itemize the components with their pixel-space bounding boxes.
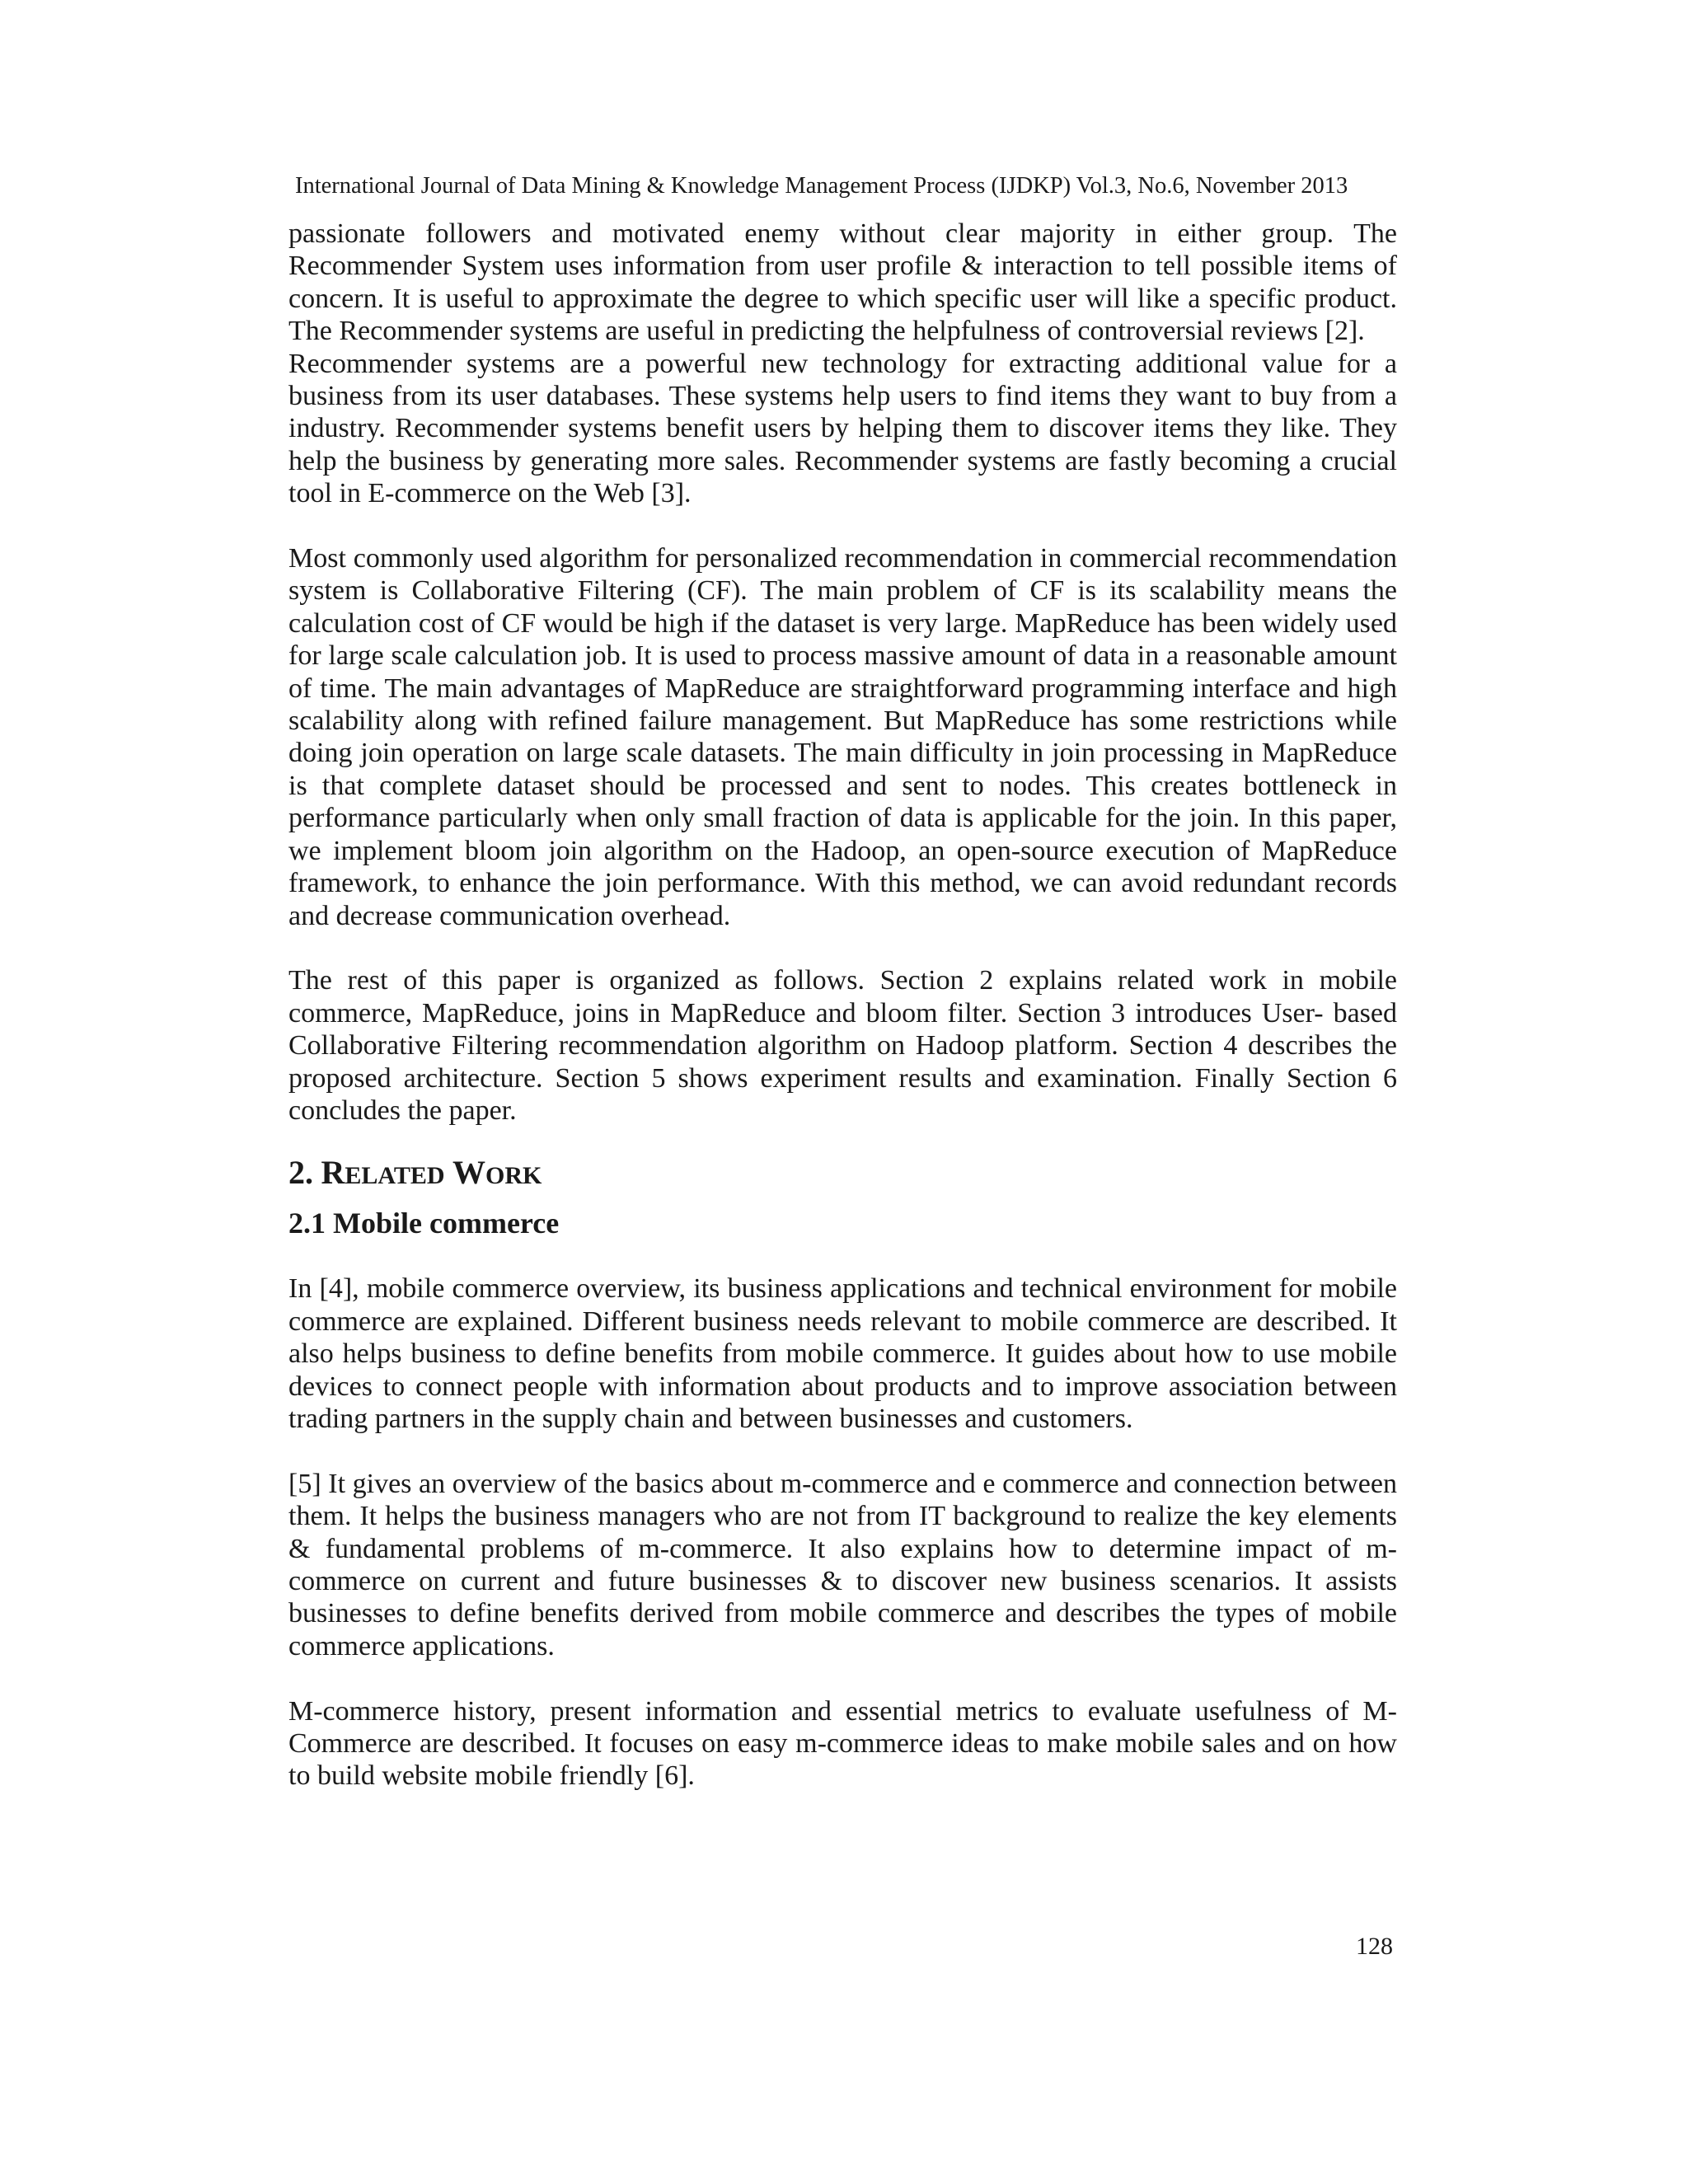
paragraph-m-commerce-basics: [5] It gives an overview of the basics about m-commerce and e commerce and connection between them. It helps the business managers who are not from IT background to realize the key elements & fundamental problems of m-commerce. It also explains how to determine impact of m-commerce on current and future businesses & to discover new business scenarios. It assists businesses to define benefits derived from mobile commerce and describes the types of mobile commerce applications.: [288, 1468, 1397, 1661]
subsection-heading-mobile-commerce: 2.1 Mobile commerce: [288, 1207, 560, 1240]
section-title-rest-ork: ORK: [485, 1162, 542, 1190]
paragraph-m-commerce-history: M-commerce history, present information and essential metrics to evaluate usefulness of M-Commerce are described. It focuses on easy m-commerce ideas to make mobile sales and on how to build website mobile friendly [6].: [288, 1695, 1397, 1792]
section-title-initial-r: R: [321, 1154, 345, 1192]
paragraph-paper-organization: The rest of this paper is organized as follows. Section 2 explains related work in mobile commerce, MapReduce, joins in MapReduce and bloom filter. Section 3 introduces User- based Collaborative Filtering recommendation algorithm on Hadoop platform. Section 4 describes the proposed architecture. Section 5 shows experiment results and examination. Finally Section 6 concludes the paper.: [288, 965, 1397, 1126]
running-header: International Journal of Data Mining & Knowledge Management Process (IJDKP) Vol.3, No.6, November 2013: [295, 173, 1348, 199]
section-heading-related-work: [288, 1154, 1397, 1195]
section-title-initial-w: W: [452, 1154, 486, 1192]
section-title-rest-elated: ELATED: [345, 1162, 445, 1190]
paragraph-recommender-intro: passionate followers and motivated enemy without clear majority in either group. The Recommender System uses information from user profile & interaction to tell possible items of concern. It is useful to approximate the degree to which specific user will like a specific product. The Recommender systems are useful in predicting the helpfulness of controversial reviews [2].: [288, 218, 1397, 347]
paragraph-mobile-commerce-overview: In [4], mobile commerce overview, its business applications and technical environment for mobile commerce are explained. Different business needs relevant to mobile commerce are described. It also helps business to define benefits from mobile commerce. It guides about how to use mobile devices to connect people with information about products and to improve association between trading partners in the supply chain and between businesses and customers.: [288, 1273, 1397, 1434]
page-number: 128: [1356, 1933, 1393, 1960]
paragraph-recommender-value: Recommender systems are a powerful new technology for extracting additional value for a business from its user databases. These systems help users to find items they want to buy from a industry. Recommender systems benefit users by helping them to discover items they like. They help the business by generating more sales. Recommender systems are fastly becoming a crucial tool in E-commerce on the Web [3].: [288, 348, 1397, 509]
section-number: 2.: [288, 1154, 313, 1192]
paragraph-collaborative-filtering: Most commonly used algorithm for personalized recommendation in commercial recommendation system is Collaborative Filtering (CF). The main problem of CF is its scalability means the calculation cost of CF would be high if the dataset is very large. MapReduce has been widely used for large scale calculation job. It is used to process massive amount of data in a reasonable amount of time. The main advantages of MapReduce are straightforward programming interface and high scalability along with refined failure management. But MapReduce has some restrictions while doing join operation on large scale datasets. The main difficulty in join processing in MapReduce is that complete dataset should be processed and sent to nodes. This creates bottleneck in performance particularly when only small fraction of data is applicable for the join. In this paper, we implement bloom join algorithm on the Hadoop, an open-source execution of MapReduce framework, to enhance the join performance. With this method, we can avoid redundant records and decrease communication overhead.: [288, 543, 1397, 931]
article-body: [288, 218, 1397, 1793]
